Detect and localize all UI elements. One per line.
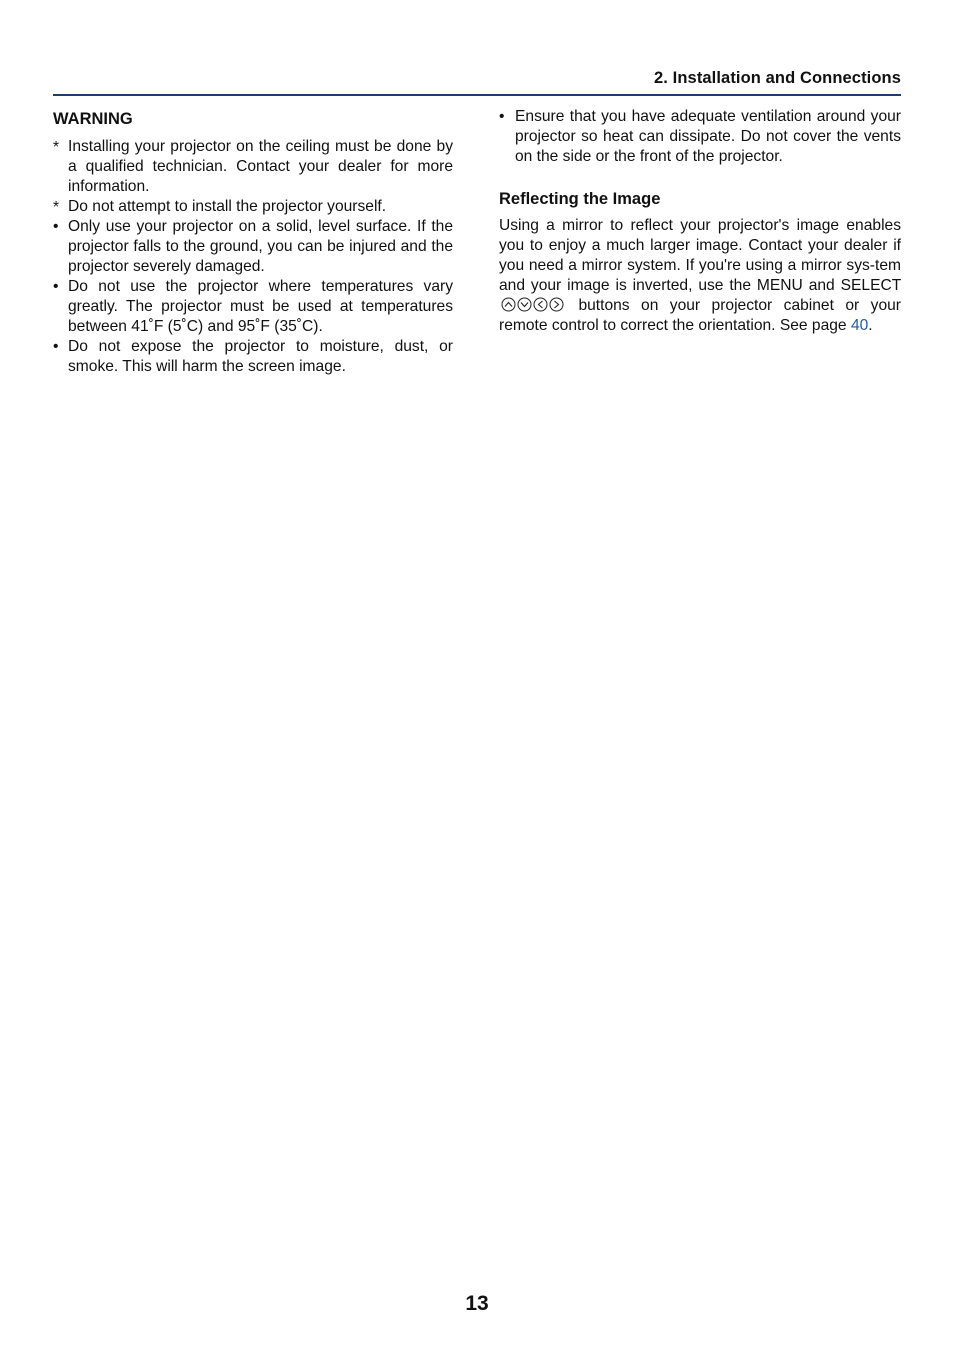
asterisk-marker: *: [53, 199, 60, 216]
right-arrow-icon: [549, 297, 564, 312]
bullet-marker: •: [53, 338, 59, 355]
list-item-text: Do not expose the projector to moisture, dust, or smoke. This will harm the screen image.: [68, 338, 453, 375]
paragraph-text: buttons on your projector cabinet or your remote control to correct the orientation. See page: [499, 297, 901, 335]
end-punctuation: .: [868, 317, 873, 335]
right-column: [499, 107, 901, 337]
paragraph-text: Using a mirror to reflect your projector's image enables you to enjoy a much larger image. Contact your dealer if you need a mirror system. If you're using a mirror sys-tem and your image is inverted, use the MENU and SELECT: [499, 217, 901, 295]
list-item-text: Do not attempt to install the projector yourself.: [68, 198, 387, 215]
list-item: [53, 337, 453, 377]
page-reference-link[interactable]: 40: [850, 317, 869, 335]
warning-list: [53, 137, 453, 377]
bullet-marker: •: [499, 108, 505, 125]
down-arrow-icon: [517, 297, 532, 312]
list-item-text: Installing your projector on the ceiling must be done by a qualified technician. Contact your dealer for more information.: [68, 138, 453, 195]
arrow-buttons-group: [501, 297, 564, 312]
bullet-marker: •: [53, 218, 59, 235]
page-header: [53, 68, 901, 96]
page-number: 13: [465, 1292, 489, 1315]
bullet-marker: •: [53, 278, 59, 295]
left-column: [53, 107, 453, 377]
reflecting-heading: Reflecting the Image: [499, 190, 661, 208]
list-item: [53, 277, 453, 337]
list-item: [53, 137, 453, 197]
list-item-text: Ensure that you have adequate ventilation around your projector so heat can dissipate. Do not cover the vents on the side or the front of the projector.: [515, 108, 901, 165]
list-item: [53, 197, 453, 217]
ventilation-list: [499, 107, 901, 167]
asterisk-marker: *: [53, 139, 60, 156]
list-item-text: Only use your projector on a solid, level surface. If the projector falls to the ground, you can be injured and the projector severely damaged.: [68, 218, 453, 275]
section-title: 2. Installation and Connections: [654, 69, 901, 87]
left-arrow-icon: [533, 297, 548, 312]
reflecting-paragraph: [499, 216, 901, 337]
list-item-text: Do not use the projector where temperatures vary greatly. The projector must be used at temperatures between 41˚F (5˚C) and 95˚F (35˚C).: [68, 278, 453, 335]
up-arrow-icon: [501, 297, 516, 312]
list-item: [53, 217, 453, 277]
warning-heading: WARNING: [53, 110, 133, 128]
list-item: [499, 107, 901, 167]
